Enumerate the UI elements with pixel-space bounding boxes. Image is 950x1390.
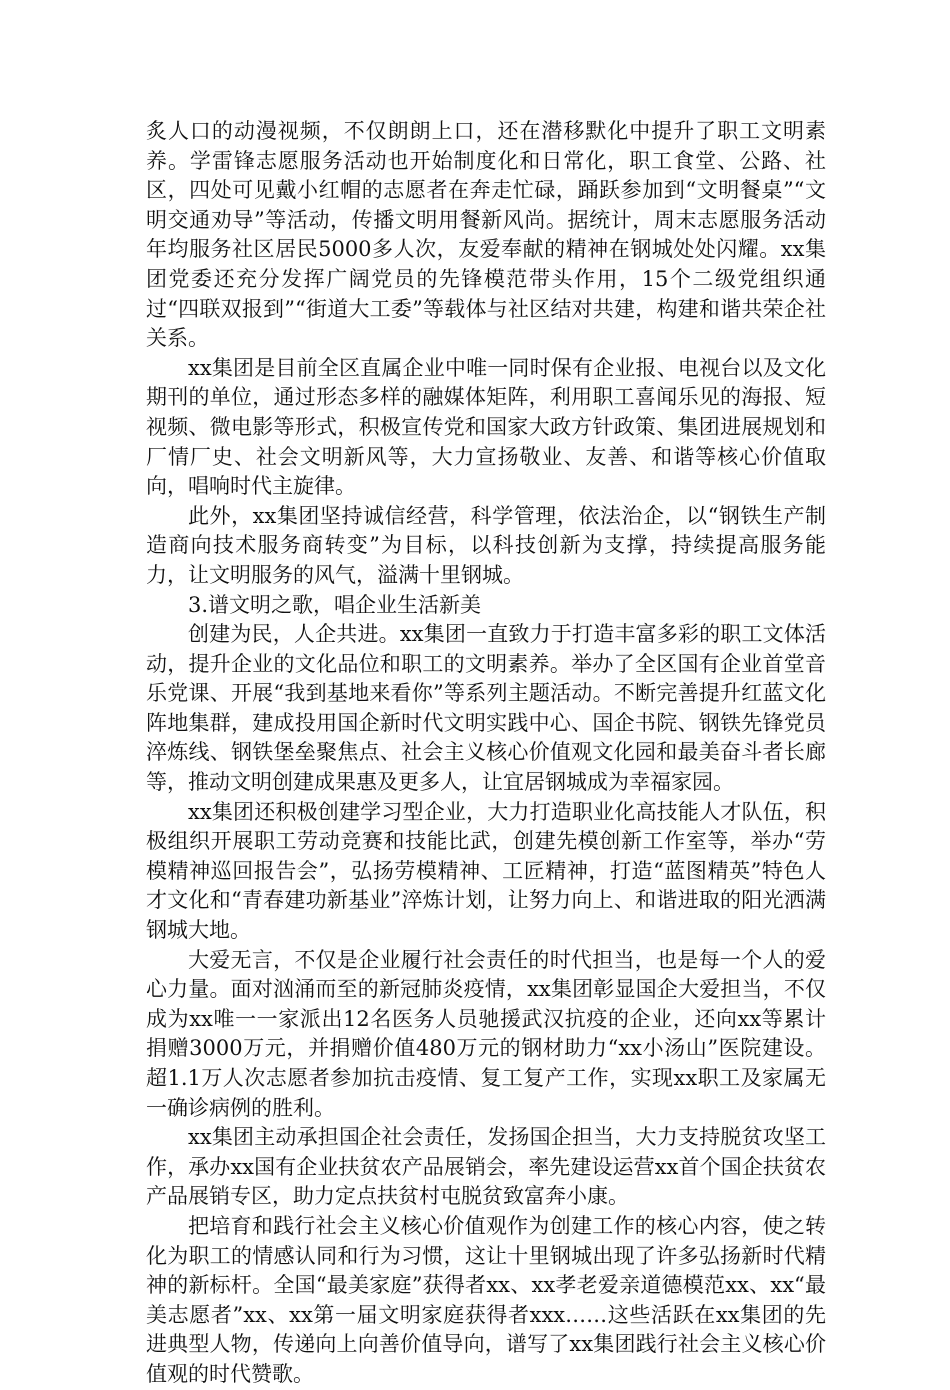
section-heading: 3.谱文明之歌，唱企业生活新美 — [188, 592, 482, 617]
paragraph-integrity: 此外，xx集团坚持诚信经营，科学管理，依法治企，以“钢铁生产制造商向技术服务商转变”为目标，以科技创新为支撑，持续提高服务能力，让文明服务的风气，溢满十里钢城。 — [146, 503, 826, 587]
paragraph-learning: xx集团还积极创建学习型企业，大力打造职业化高技能人才队伍，积极组织开展职工劳动竞赛和技能比武，创建先模创新工作室等，举办“劳模精神巡回报告会”，弘扬劳模精神、工匠精神，打造“蓝图精英”特色人才文化和“青春建功新基业”淬炼计划，让努力向上、和谐进取的阳光洒满钢城大地。 — [146, 799, 826, 943]
paragraph-culture: 创建为民，人企共进。xx集团一直致力于打造丰富多彩的职工文体活动，提升企业的文化品位和职工的文明素养。举办了全区国有企业首堂音乐党课、开展“我到基地来看你”等系列主题活动。不断完善提升红蓝文化阵地集群，建成投用国企新时代文明实践中心、国企书院、钢铁先锋党员淬炼线、钢铁堡垒聚焦点、社会主义核心价值观文化园和最美奋斗者长廊等，推动文明创建成果惠及更多人，让宜居钢城成为幸福家园。 — [146, 622, 826, 795]
paragraph-core-values: 把培育和践行社会主义核心价值观作为创建工作的核心内容，使之转化为职工的情感认同和行为习惯，这让十里钢城出现了许多弘扬新时代精神的新标杆。全国“最美家庭”获得者xx、xx孝老爱亲道德模范xx、xx“最美志愿者”xx、xx第一届文明家庭获得者xxx……这些活跃在xx集团的先进典型人物，传递向上向善价值导向，谱写了xx集团践行社会主义核心价值观的时代赞歌。 — [146, 1213, 826, 1386]
paragraph-media-matrix: xx集团是目前全区直属企业中唯一同时保有企业报、电视台以及文化期刊的单位，通过形态多样的融媒体矩阵，利用职工喜闻乐见的海报、短视频、微电影等形式，积极宣传党和国家大政方针政策、集团进展规划和厂情厂史、社会文明新风等，大力宣扬敬业、友善、和谐等核心价值取向，唱响时代主旋律。 — [146, 355, 826, 499]
paragraph-continued: 炙人口的动漫视频，不仅朗朗上口，还在潜移默化中提升了职工文明素养。学雷锋志愿服务活动也开始制度化和日常化，职工食堂、公路、社区，四处可见戴小红帽的志愿者在奔走忙碌，踊跃参加到“文明餐桌”“文明交通劝导”等活动，传播文明用餐新风尚。据统计，周末志愿服务活动年均服务社区居民5000多人次，友爱奉献的精神在钢城处处闪耀。xx集团党委还充分发挥广阔党员的先锋模范带头作用，15个二级党组织通过“四联双报到”“街道大工委”等载体与社区结对共建，构建和谐共荣企社关系。 — [146, 119, 826, 351]
document-body — [146, 117, 826, 1390]
paragraph-pandemic: 大爱无言，不仅是企业履行社会责任的时代担当，也是每一个人的爱心力量。面对汹涌而至的新冠肺炎疫情，xx集团彰显国企大爱担当，不仅成为xx唯一一家派出12名医务人员驰援武汉抗疫的企业，还向xx等累计捐赠3000万元，并捐赠价值480万元的钢材助力“xx小汤山”医院建设。超1.1万人次志愿者参加抗击疫情、复工复产工作，实现xx职工及家属无一确诊病例的胜利。 — [146, 947, 826, 1120]
paragraph-poverty: xx集团主动承担国企社会责任，发扬国企担当，大力支持脱贫攻坚工作，承办xx国有企业扶贫农产品展销会，率先建设运营xx首个国企扶贫农产品展销专区，助力定点扶贫村屯脱贫致富奔小康。 — [146, 1125, 826, 1209]
